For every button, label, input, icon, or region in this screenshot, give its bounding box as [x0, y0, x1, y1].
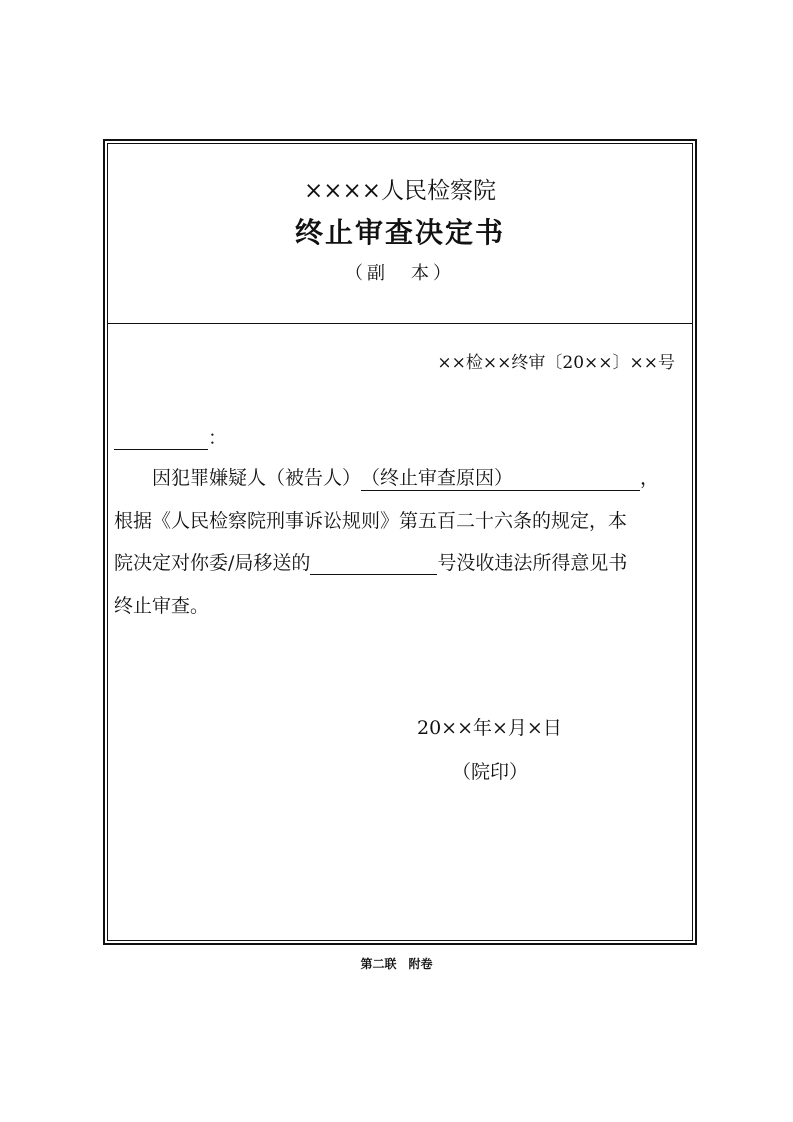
addressee-line [114, 423, 227, 450]
opinion-number-blank[interactable] [310, 552, 437, 575]
body-line-1-prefix: 因犯罪嫌疑人（被告人） [152, 467, 362, 489]
document-title: 终止审查决定书 [294, 216, 505, 249]
termination-reason-field[interactable]: （终止审查原因） [361, 463, 640, 491]
body-line-1-suffix: ， [640, 467, 660, 489]
body-line-3-prefix: 院决定对你委/局移送的 [114, 552, 311, 574]
seal-label: （院印） [452, 761, 529, 783]
copy-footer: 第二联 附卷 [360, 957, 433, 971]
header-divider [107, 323, 693, 324]
copy-label: （副 本） [345, 263, 455, 284]
body-line-2: 根据《人民检察院刑事诉讼规则》第五百二十六条的规定，本 [114, 510, 628, 532]
document-number: ××检××终审〔20××〕××号 [437, 353, 675, 373]
addressee-blank[interactable] [114, 427, 208, 450]
body-line-4: 终止审查。 [114, 595, 210, 617]
issue-date: 20××年×月×日 [417, 717, 562, 739]
body-line-3 [114, 548, 627, 575]
body-line-1 [152, 463, 659, 491]
addressee-colon: ： [208, 427, 228, 449]
body-line-3-suffix: 号没收违法所得意见书 [437, 552, 628, 574]
procuratorate-name: ××××人民检察院 [303, 178, 497, 204]
